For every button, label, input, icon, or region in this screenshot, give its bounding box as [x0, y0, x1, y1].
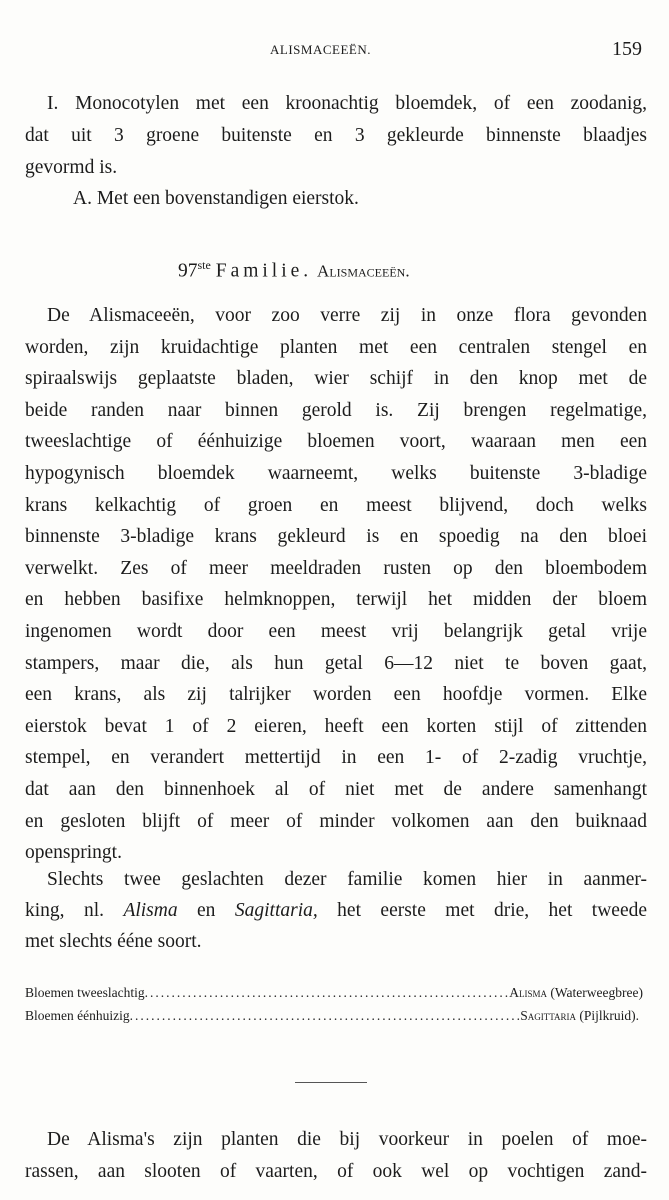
text-line: verwelkt. Zes of meer meeldraden rusten op den bloembodem [25, 557, 647, 579]
leader-dots [130, 1008, 521, 1024]
leader-dots [145, 985, 510, 1001]
text-line: krans kelkachtig of groen en meest blijvend, doch welks [25, 494, 647, 516]
text-line: binnenste 3-bladige krans gekleurd is en spoedig na den bloei [25, 526, 647, 548]
text-line: rassen, aan slooten of vaarten, of ook wel op vochtigen zand- [25, 1161, 647, 1182]
text-line: stampers, maar die, als hun getal 6—12 niet te boven gaat, [25, 652, 647, 674]
text-line: worden, zijn kruidachtige planten met een centralen stengel en [25, 336, 647, 358]
text-line: ingenomen wordt door een meest vrij belangrijk getal vrije [25, 621, 647, 642]
text-line: I. Monocotylen met een kroonachtig bloemdek, of een zoodanig, [47, 93, 647, 114]
key-row: Bloemen éénhuizig ..... Sagittaria (Pijlkruid). [25, 1008, 639, 1024]
family-heading: 97ste Familie. Alismaceeën. [178, 258, 410, 282]
text-line: A. Met een bovenstandigen eierstok. [73, 188, 359, 209]
text-line: dat aan den binnenhoek al of niet met de andere samenhangt [25, 779, 647, 800]
text-line: De Alismaceeën, voor zoo verre zij in onze flora gevonden [47, 305, 647, 326]
text-line: openspringt. [25, 842, 122, 864]
section-divider [295, 1082, 367, 1083]
text-line: stempel, en verandert mettertijd in een 1- of 2-zadig vruchtje, [25, 747, 647, 769]
page-number: 159 [612, 38, 642, 60]
text-line: een krans, als zij talrijker worden een hoofdje vormen. Elke [25, 684, 647, 706]
running-title: ALISMACEEËN. [270, 42, 371, 57]
text-line: Slechts twee geslachten dezer familie komen hier in aanmer- [47, 869, 647, 890]
text-line: en hebben basifixe helmknoppen, terwijl het midden der bloem [25, 589, 647, 611]
text-line: beide randen naar binnen gerold is. Zij brengen regelmatige, [25, 399, 647, 421]
text-line: met slechts ééne soort. [25, 931, 202, 952]
text-line: hypogynisch bloemdek waarneemt, welks buitenste 3-bladige [25, 463, 647, 484]
text-line: eierstok bevat 1 of 2 eieren, heeft een korten stijl of zittenden [25, 715, 647, 737]
text-line: en gesloten blijft of meer of minder volkomen aan den buiknaad [25, 810, 647, 832]
text-line: king, nl. Alisma en Sagittaria, het eerste met drie, het tweede [25, 900, 648, 921]
key-row: Bloemen tweeslachtig ..... Alisma (Waterweegbree) [25, 985, 643, 1001]
text-line: spiraalswijs geplaatste bladen, wier schijf in den knop met de [25, 368, 647, 390]
text-line: dat uit 3 groene buitenste en 3 gekleurde binnenste blaadjes [25, 125, 647, 146]
text-line: tweeslachtige of éénhuizige bloemen voort, waaraan men een [25, 431, 647, 453]
text-line: gevormd is. [25, 157, 118, 178]
text-line: De Alisma's zijn planten die bij voorkeur in poelen of moe- [47, 1129, 647, 1150]
